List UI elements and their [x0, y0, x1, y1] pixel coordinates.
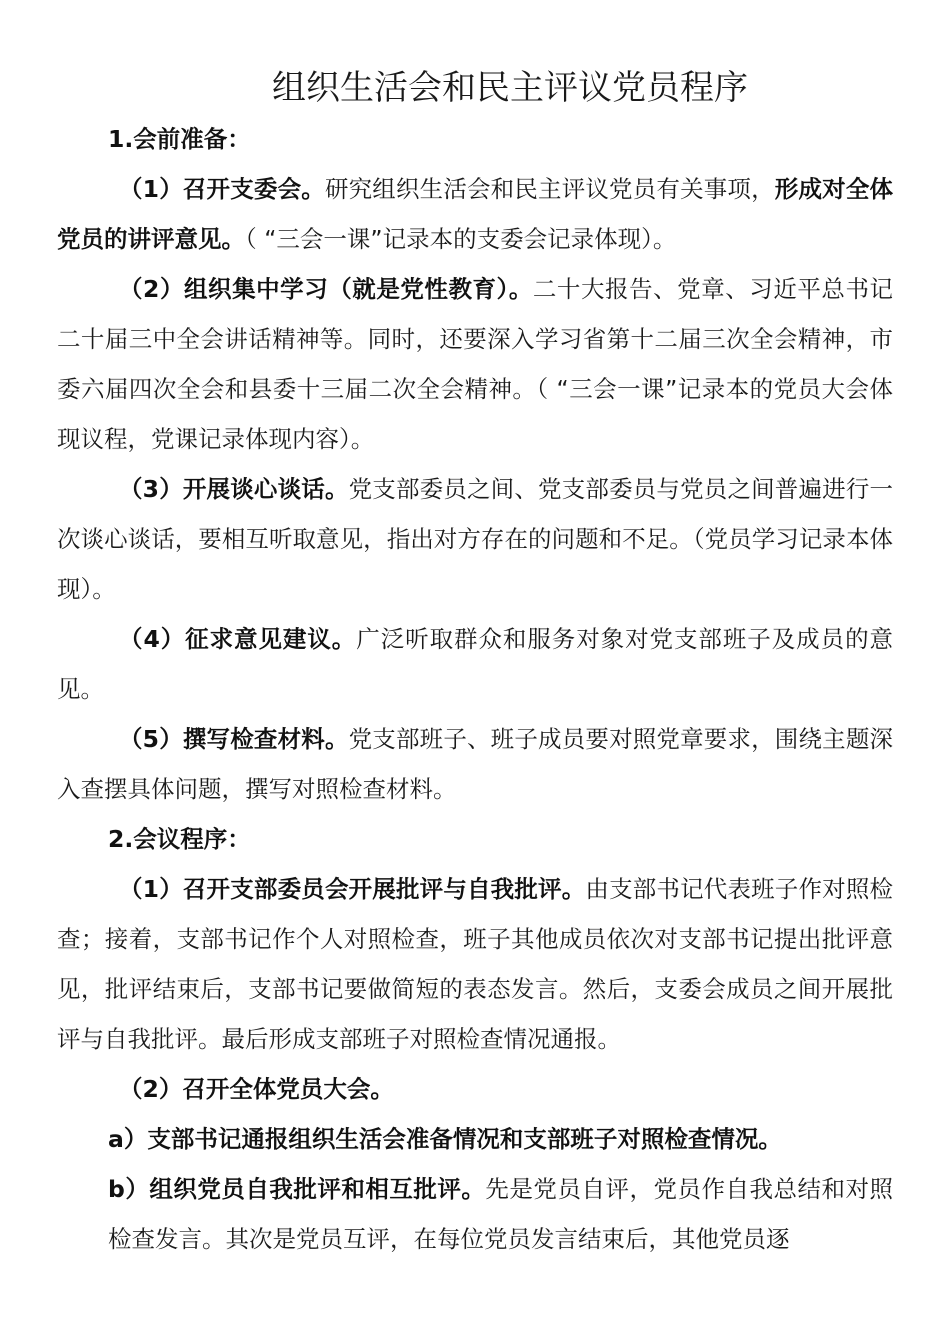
paragraph-lead: （2）组织集中学习（就是党性教育）。: [119, 275, 533, 303]
section-heading-procedure: 2.会议程序：: [108, 825, 251, 853]
page-title: 组织生活会和民主评议党员程序: [272, 68, 748, 108]
paragraph-heart-to-heart-talks: [57, 464, 893, 614]
paragraph-lead: （5）撰写检查材料。: [119, 725, 349, 753]
paragraph-branch-committee: [57, 164, 893, 264]
paragraph-collective-study: [57, 264, 893, 464]
paragraph-text: 广泛听取群众和服务对象对党支部班子及成员的意见。: [57, 625, 894, 703]
paragraph-emphasis: 形成对全体党员的讲评意见。: [57, 175, 894, 253]
paragraph-text: 研究组织生活会和民主评议党员有关事项，: [324, 175, 775, 203]
paragraph-text: 党支部委员之间、党支部委员与党员之间普遍进行一次谈心谈话，要相互听取意见，指出对方存在的问题和不足。（党员学习记录本体现）。: [57, 475, 894, 603]
paragraph-text: 党支部班子、班子成员要对照党章要求，围绕主题深入查摆具体问题，撰写对照检查材料。: [57, 725, 894, 803]
paragraph-general-meeting: [57, 1064, 893, 1114]
paragraph-text: 二十大报告、党章、习近平总书记二十届三中全会讲话精神等。同时，还要深入学习省第十二届三次全会精神，市委六届四次全会和县委十三届二次全会精神。（ “三会一课”记录本的党员大会体现议程，党课记录体现内容）。: [57, 275, 893, 453]
paragraph-lead: （2）召开全体党员大会。: [119, 1075, 394, 1103]
paragraph-lead: （4）征求意见建议。: [119, 625, 357, 653]
paragraph-lead: b）组织党员自我批评和相互批评。: [108, 1175, 486, 1203]
paragraph-sub-a: [57, 1114, 893, 1164]
paragraph-lead: a）支部书记通报组织生活会准备情况和支部班子对照检查情况。: [108, 1125, 782, 1153]
section-heading-preparation: 1.会前准备：: [108, 125, 251, 153]
document-body: [57, 114, 893, 1264]
paragraph-lead: （1）召开支部委员会开展批评与自我批评。: [119, 875, 586, 903]
paragraph-lead: （3）开展谈心谈话。: [119, 475, 349, 503]
paragraph-lead: （1）召开支委会。: [119, 175, 325, 203]
paragraph-text: 由支部书记代表班子作对照检查；接着，支部书记作个人对照检查，班子其他成员依次对支部书记提出批评意见，批评结束后，支部书记要做简短的表态发言。然后，支委会成员之间开展批评与自我批评。最后形成支部班子对照检查情况通报。: [57, 875, 894, 1053]
paragraph-inspection-materials: [57, 714, 893, 814]
paragraph-note: （ “三会一课”记录本的支委会记录体现）。: [245, 225, 677, 253]
paragraph-solicit-opinions: [57, 614, 893, 714]
paragraph-committee-meeting: [57, 864, 893, 1064]
paragraph-sub-b: [57, 1164, 893, 1264]
paragraph-text: 先是党员自评，党员作自我总结和对照检查发言。其次是党员互评，在每位党员发言结束后，其他党员逐: [108, 1175, 894, 1253]
